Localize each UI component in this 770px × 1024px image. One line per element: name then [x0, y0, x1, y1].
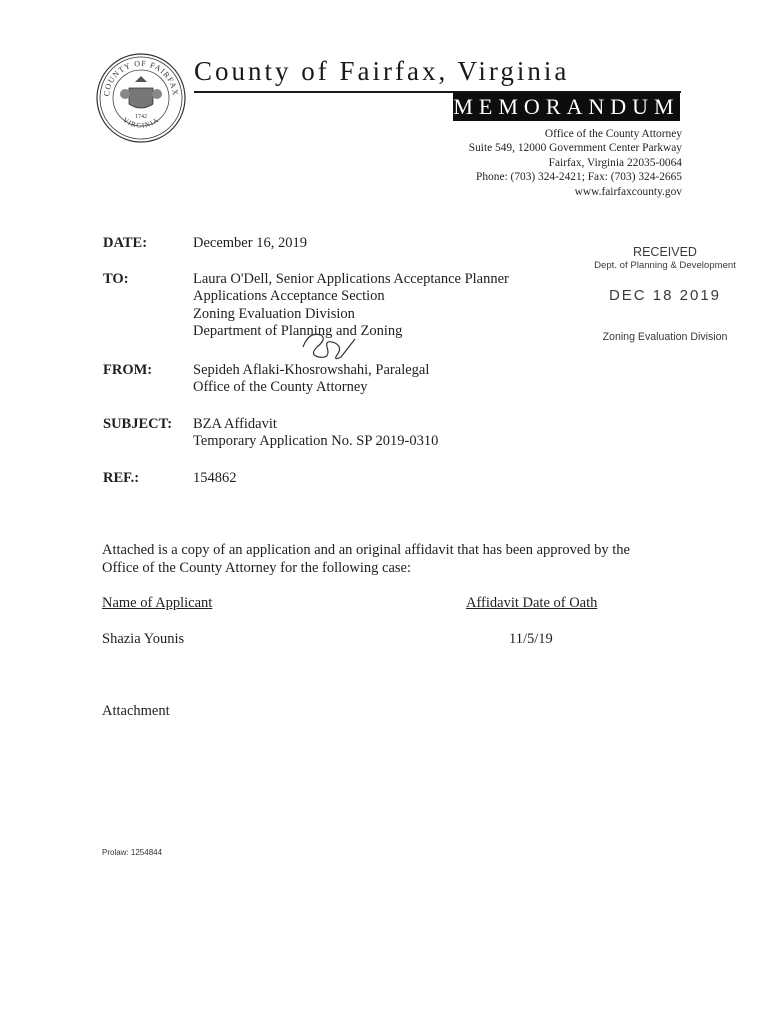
seal-bottom-text: VIRGINIA	[121, 115, 161, 130]
oath-date: 11/5/19	[509, 631, 553, 647]
to-line: Department of Planning and Zoning	[193, 322, 403, 339]
to-label: TO:	[103, 271, 129, 287]
to-line: Laura O'Dell, Senior Applications Acceptance Planner	[193, 271, 509, 287]
col-header-oath-date: Affidavit Date of Oath	[466, 595, 598, 611]
body-line: Office of the County Attorney for the following case:	[102, 560, 411, 576]
date-label: DATE:	[103, 235, 148, 251]
office-address-block	[469, 127, 682, 199]
date-value: December 16, 2019	[193, 235, 307, 251]
from-line: Office of the County Attorney	[193, 379, 368, 396]
ref-value: 154862	[193, 470, 237, 486]
subject-line: Temporary Application No. SP 2019-0310	[193, 433, 439, 450]
prolaw-number: Prolaw: 1254844	[102, 848, 163, 857]
office-city: Fairfax, Virginia 22035-0064	[548, 156, 682, 169]
ref-label: REF.:	[103, 470, 140, 486]
from-label: FROM:	[103, 362, 153, 378]
office-phone: Phone: (703) 324-2421; Fax: (703) 324-2665	[476, 171, 682, 184]
received-stamp-division: Zoning Evaluation Division	[602, 331, 728, 343]
county-seal-icon	[95, 52, 187, 144]
attachment-note: Attachment	[102, 703, 170, 719]
county-title: County of Fairfax, Virginia	[194, 56, 570, 86]
from-block	[193, 362, 429, 397]
seal-year: 1742	[135, 114, 147, 120]
office-name: Office of the County Attorney	[544, 128, 682, 140]
col-header-applicant: Name of Applicant	[102, 595, 213, 611]
body-paragraph	[102, 541, 630, 577]
received-stamp-dept: Dept. of Planning & Development	[594, 260, 736, 271]
body-line: Attached is a copy of an application and an original affidavit that has been approved by the	[102, 542, 630, 558]
office-suite: Suite 549, 12000 Government Center Parkway	[468, 142, 682, 155]
office-web: www.fairfaxcounty.gov	[574, 185, 682, 198]
subject-line: BZA Affidavit	[193, 416, 277, 432]
from-line: Sepideh Aflaki-Khosrowshahi, Paralegal	[193, 362, 430, 378]
received-stamp-title: RECEIVED	[633, 245, 697, 259]
subject-block	[193, 416, 438, 451]
subject-label: SUBJECT:	[103, 416, 173, 432]
to-line: Applications Acceptance Section	[193, 288, 385, 305]
seal-top-text: COUNTY OF FAIRFAX	[101, 58, 181, 97]
to-line: Zoning Evaluation Division	[193, 305, 355, 322]
applicant-name: Shazia Younis	[102, 631, 185, 647]
received-stamp-date: DEC 18 2019	[608, 287, 722, 304]
memorandum-banner: MEMORANDUM	[453, 94, 680, 119]
